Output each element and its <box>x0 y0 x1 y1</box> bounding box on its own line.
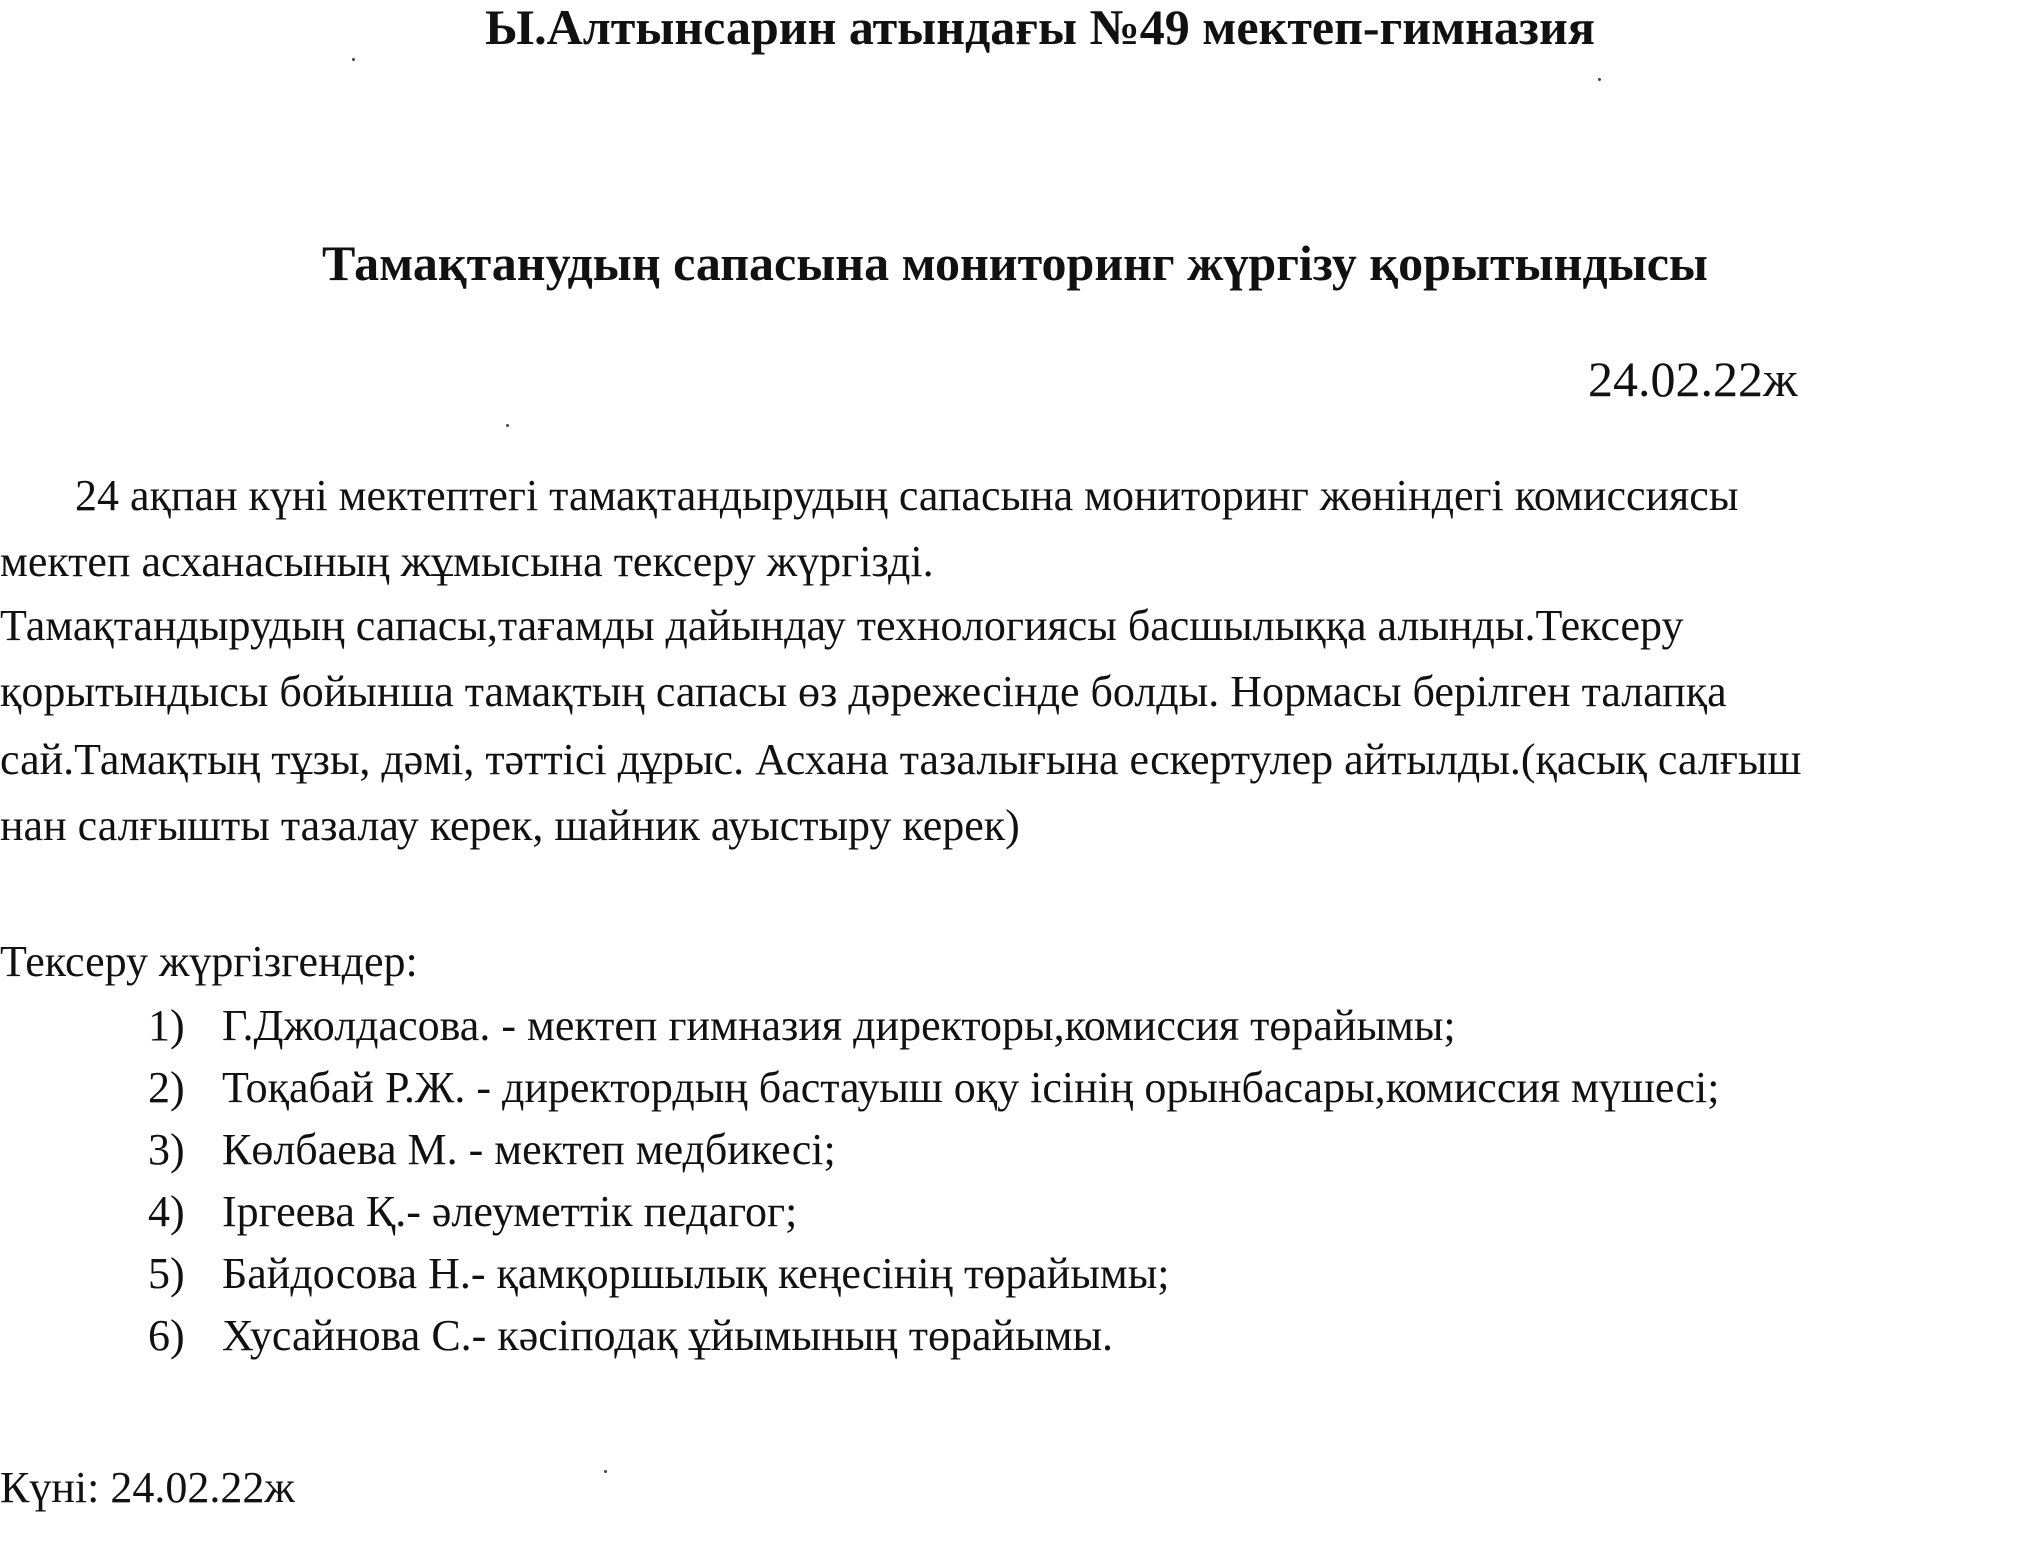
body-line: сай.Тамақтың тұзы, дәмі, тәттісі дұрыс. Асхана тазалығына ескертулер айтылды.(қасық салғыш <box>0 735 1802 784</box>
list-item-text: Іргеева Қ.- әлеуметтік педагог; <box>222 1187 798 1236</box>
list-item-text: Байдосова Н.- қамқоршылық кеңесінің төрайымы; <box>222 1249 1170 1298</box>
scan-speck <box>1598 78 1601 81</box>
list-item-text: Хусайнова С.- кәсіподақ ұйымының төрайымы. <box>222 1311 1113 1360</box>
scan-speck <box>352 58 355 61</box>
list-item-text: Г.Джолдасова. - мектеп гимназия директоры,комиссия төрайымы; <box>222 1001 1456 1050</box>
body-line: қорытындысы бойынша тамақтың сапасы өз дәрежесінде болды. Нормасы берілген талапқа <box>0 667 1727 716</box>
document-date: 24.02.22ж <box>1588 351 1798 407</box>
scan-speck <box>506 424 509 427</box>
list-item-number: 3) <box>148 1125 185 1174</box>
body-line: Тамақтандырудың сапасы,тағамды дайындау технологиясы басшылыққа алынды.Тексеру <box>0 601 1684 650</box>
list-item-number: 5) <box>148 1249 185 1298</box>
school-name: Ы.Алтынсарин атындағы №49 мектеп-гимназия <box>485 0 1595 55</box>
list-item-number: 4) <box>148 1187 185 1236</box>
body-line: мектеп асханасының жұмысына тексеру жүргізді. <box>0 537 934 586</box>
body-line: нан салғышты тазалау керек, шайник ауыстыру керек) <box>0 801 1020 850</box>
list-item-number: 1) <box>148 1001 185 1050</box>
document-title: Тамақтанудың сапасына мониторинг жүргізу қорытындысы <box>322 235 1708 291</box>
body-line: 24 ақпан күні мектептегі тамақтандырудың сапасына мониторинг жөніндегі комиссиясы <box>75 471 1739 520</box>
list-item-number: 6) <box>148 1311 185 1360</box>
list-item-number: 2) <box>148 1063 185 1112</box>
inspectors-label: Тексеру жүргізгендер: <box>0 937 418 986</box>
scan-speck <box>604 1470 607 1473</box>
list-item-text: Тоқабай Р.Ж. - директордың бастауыш оқу ісінің орынбасары,комиссия мүшесі; <box>222 1063 1720 1112</box>
list-item-text: Көлбаева М. - мектеп медбикесі; <box>222 1125 836 1174</box>
signature-date: Күні: 24.02.22ж <box>0 1463 295 1512</box>
